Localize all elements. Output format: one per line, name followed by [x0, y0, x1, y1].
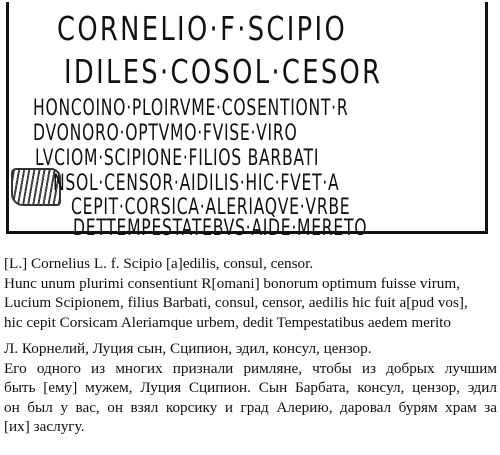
inscription-line: CORNELIO·F·SCIPIO — [57, 9, 348, 48]
russian-line: быть [ему] мужем, Луция Сципион. Сын Барбата, консул, цензор, эдил — [4, 379, 497, 397]
latin-line: hic cepit Corsicam Aleriamque urbem, dedit Tempestatibus aedem merito — [4, 313, 451, 331]
inscription-line: DVONORO·OPTVMO·FVISE·VIRO — [33, 121, 298, 146]
latin-line: Lucium Scipionem, filius Barbati, consul, censor, aedilis hic fuit a[pud vos], — [4, 294, 468, 311]
inscription-line: IDILES·COSOL·CESOR — [64, 52, 383, 91]
latin-line: Hunc unum plurimi consentiunt R[omani] bonorum optimum fuisse virum, — [4, 274, 461, 292]
latin-line: [L.] Cornelius L. f. Scipio [a]edilis, consul, censor. — [4, 255, 314, 272]
inscription-line: NSOL·CENSOR·AIDILIS·HIC·FVET·A — [53, 171, 340, 196]
russian-translation — [4, 339, 497, 437]
inscription-line: DETTEMPESTATEBVS·AIDE·MERETO — [73, 216, 368, 241]
inscription-line: CEPIT·CORSICA·ALERIAQVE·VRBE — [71, 195, 351, 220]
latin-transcription — [4, 254, 496, 332]
inscription-line: HONCOINO·PLOIRVME·COSENTIONT·R — [33, 96, 349, 121]
russian-line: Л. Корнелий, Луция сын, Сципион, эдил, консул, цензор. — [4, 340, 372, 357]
inscription-stone — [6, 2, 488, 241]
russian-line: он был у вас, он взял корсику и град Алерию, даровал бурям храм за — [4, 398, 497, 416]
russian-line: [их] заслугу. — [4, 418, 85, 436]
russian-line: Его одного из многих признали римляне, чтобы из добрых лучшим — [4, 359, 497, 377]
inscription-line: LVCIOM·SCIPIONE·FILIOS BARBATI — [35, 146, 320, 171]
